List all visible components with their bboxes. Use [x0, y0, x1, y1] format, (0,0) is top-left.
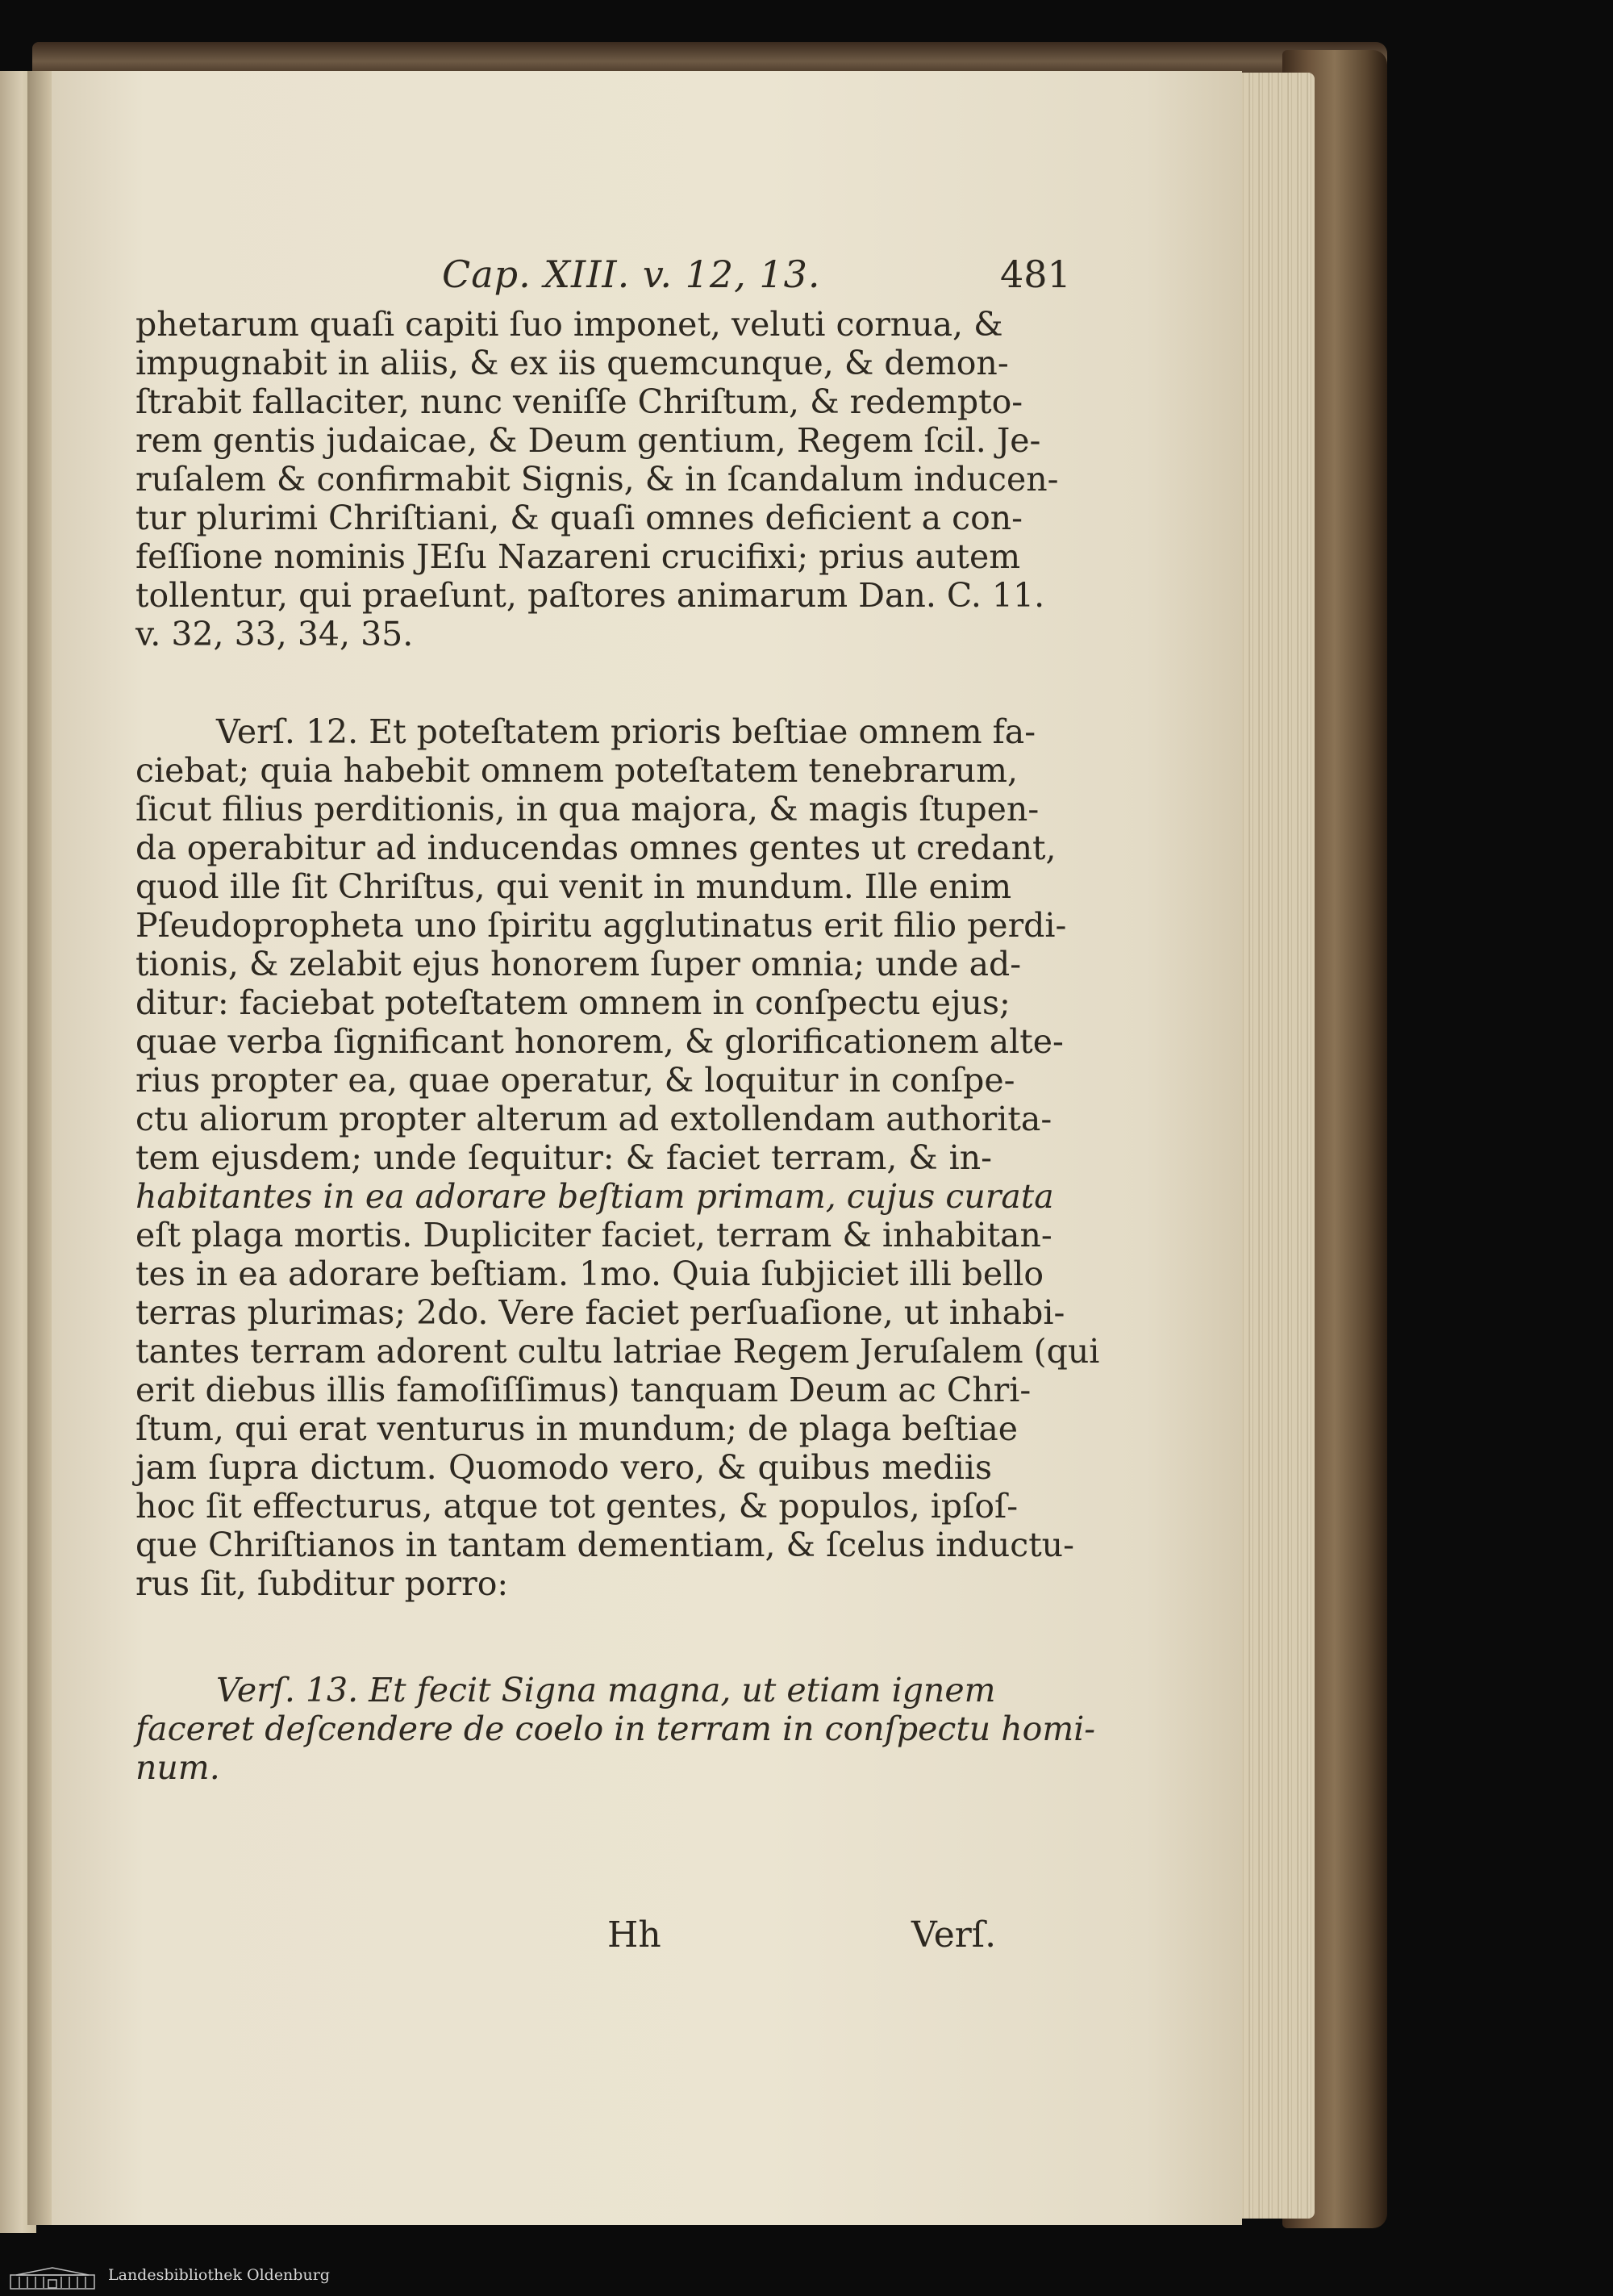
text-line: que Chriſtianos in tantam dementiam, & ſcelus inductu-: [135, 1526, 1074, 1564]
text-line: ruſalem & confirmabit Signis, & in ſcandalum inducen-: [135, 460, 1059, 499]
text-line: tollentur, qui praeſunt, paſtores animarum Dan. C. 11.: [135, 576, 1045, 615]
page-edges: [1234, 73, 1315, 2219]
text-line: tem ejusdem; unde ſequitur: & faciet terram, & in-: [135, 1138, 992, 1177]
text-line: v. 32, 33, 34, 35.: [135, 615, 414, 653]
page-number: 481: [1000, 253, 1071, 296]
page-gutter: [27, 71, 52, 2225]
text-line: feſſione nominis JEſu Nazareni crucifixi; prius autem: [135, 537, 1021, 576]
text-line: ditur: faciebat poteſtatem omnem in conſpectu ejus;: [135, 983, 1011, 1022]
text-line: ctu aliorum propter alterum ad extollendam authorita-: [135, 1100, 1052, 1138]
text-line: impugnabit in aliis, & ex iis quemcunque, & demon-: [135, 344, 1009, 382]
text-line: terras plurimas; 2do. Vere faciet perſuaſione, ut inhabi-: [135, 1293, 1065, 1332]
text-line: faceret deſcendere de coelo in terram in conſpectu homi-: [135, 1709, 1096, 1748]
library-name: Landesbibliothek Oldenburg: [108, 2266, 330, 2284]
text-line: num.: [135, 1748, 220, 1787]
text-line: tantes terram adorent cultu latriae Regem Jeruſalem (qui: [135, 1332, 1100, 1371]
library-building-icon: [10, 2267, 95, 2290]
text-line: habitantes in ea adorare beſtiam primam, cujus curata: [135, 1177, 1054, 1216]
text-line: rem gentis judaicae, & Deum gentium, Regem ſcil. Je-: [135, 421, 1041, 460]
text-line: rus ſit, ſubditur porro:: [135, 1564, 509, 1603]
running-head: Cap. XIII. v. 12, 13.: [442, 253, 821, 296]
text-line: da operabitur ad inducendas omnes gentes ut credant,: [135, 829, 1057, 867]
text-line: ſtrabit fallaciter, nunc veniſſe Chriſtum, & redempto-: [135, 382, 1023, 421]
book-page: [48, 71, 1242, 2225]
text-line: hoc ſit effecturus, atque tot gentes, & populos, ipſoſ-: [135, 1487, 1019, 1526]
text-line: ciebat; quia habebit omnem poteſtatem tenebrarum,: [135, 751, 1018, 790]
text-line: eſt plaga mortis. Dupliciter faciet, terram & inhabitan-: [135, 1216, 1052, 1254]
catchword: Verſ.: [911, 1914, 997, 1956]
text-line: quae verba ſignificant honorem, & glorificationem alte-: [135, 1022, 1064, 1061]
text-line: tur plurimi Chriſtiani, & quaſi omnes deficient a con-: [135, 499, 1023, 537]
text-line: quod ille ſit Chriſtus, qui venit in mundum. Ille enim: [135, 867, 1012, 906]
text-line: Verſ. 12. Et poteſtatem prioris beſtiae omnem fa-: [216, 712, 1036, 751]
text-line: phetarum quaſi capiti ſuo imponet, veluti cornua, &: [135, 305, 1003, 344]
book-cover-top: [32, 42, 1387, 74]
signature-mark: Hh: [607, 1914, 661, 1956]
text-line: Pſeudopropheta uno ſpiritu agglutinatus erit filio perdi-: [135, 906, 1067, 945]
text-line: ſtum, qui erat venturus in mundum; de plaga beſtiae: [135, 1409, 1019, 1448]
text-line: Verſ. 13. Et fecit Signa magna, ut etiam ignem: [216, 1671, 996, 1709]
text-line: tes in ea adorare beſtiam. 1mo. Quia ſubjiciet illi bello: [135, 1254, 1044, 1293]
text-line: rius propter ea, quae operatur, & loquitur in conſpe-: [135, 1061, 1015, 1100]
text-line: jam ſupra dictum. Quomodo vero, & quibus mediis: [135, 1448, 992, 1487]
text-line: ſicut filius perditionis, in qua majora, & magis ſtupen-: [135, 790, 1040, 829]
text-line: erit diebus illis famoſiſſimus) tanquam Deum ac Chri-: [135, 1371, 1032, 1409]
text-line: tionis, & zelabit ejus honorem ſuper omnia; unde ad-: [135, 945, 1022, 983]
